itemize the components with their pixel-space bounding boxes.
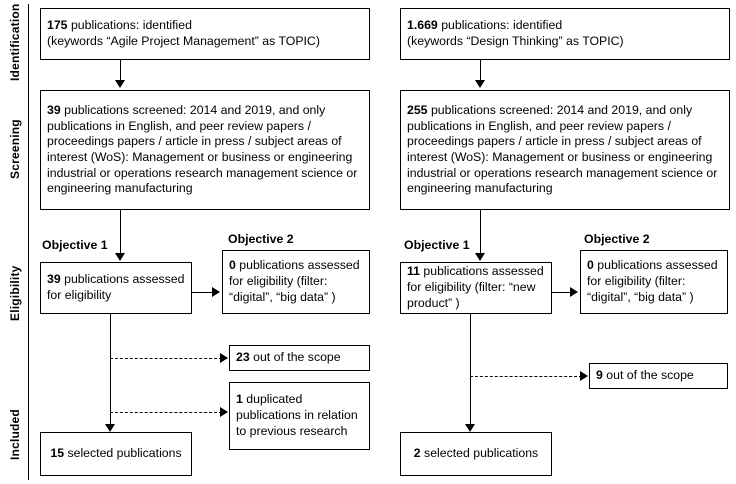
col1-out-of-scope-count: 23 <box>236 350 250 365</box>
col1-included-text: selected publications <box>64 446 182 461</box>
stage-label-identification-text: Identification <box>8 3 22 81</box>
col1-arrow-obj1-obj2 <box>212 287 220 297</box>
col2-eligibility-obj1-text: publications assessed for eligibility (filter: “new product” ) <box>407 264 544 310</box>
col2-arrow-eligibility-included <box>465 424 475 432</box>
col1-eligibility-obj1-count: 39 <box>47 272 61 287</box>
col2-objective1-label: Objective 1 <box>404 238 470 252</box>
stage-label-screening-text: Screening <box>8 119 22 179</box>
col2-connector-identification-screening <box>480 60 481 82</box>
col1-out-of-scope-box <box>229 345 370 371</box>
col1-eligibility-obj2-text: publications assessed for eligibility (filter: “digital”, “big data” ) <box>229 258 360 304</box>
col1-duplicated-text: duplicated publications in relation to previous research <box>236 392 358 438</box>
col2-connector-out-of-scope <box>470 376 582 377</box>
col2-screening-text: publications screened: 2014 and 2019, and only publications in English, and peer review papers / proceedings papers / article in press / subject areas of interest (WoS): Management or business or engineering industrial or operations research management science or engineering manufacturing <box>407 102 718 196</box>
col1-duplicated-box <box>229 382 370 450</box>
col2-arrow-out-of-scope <box>580 371 588 381</box>
col1-connector-duplicated <box>110 412 222 413</box>
col1-objective2-label: Objective 2 <box>228 232 294 246</box>
col2-eligibility-obj2-text: publications assessed for eligibility (filter: “digital”, “big data” ) <box>587 258 718 304</box>
col2-included-count: 2 <box>413 446 421 461</box>
col1-arrow-eligibility-included <box>105 424 115 432</box>
col2-out-of-scope-count: 9 <box>596 368 603 383</box>
col1-connector-screening-eligibility <box>120 210 121 255</box>
col2-arrow-obj1-obj2 <box>570 287 578 297</box>
col2-identification-count: 1.669 <box>407 18 438 33</box>
col1-connector-eligibility-included <box>110 314 111 426</box>
col1-connector-out-of-scope <box>110 358 222 359</box>
col1-eligibility-objective2-box <box>222 250 370 314</box>
col2-eligibility-objective2-box <box>580 250 728 314</box>
col2-connector-obj1-obj2 <box>552 292 572 293</box>
col2-arrow-identification-screening <box>475 80 485 88</box>
stage-label-screening <box>4 90 26 208</box>
col1-included-box <box>40 432 192 476</box>
col1-connector-obj1-obj2 <box>192 292 214 293</box>
col2-connector-eligibility-included <box>470 314 471 426</box>
col1-duplicated-count: 1 <box>236 392 243 407</box>
col1-screening-count: 39 <box>47 102 61 117</box>
col1-objective1-label: Objective 1 <box>42 238 108 252</box>
col2-identification-box <box>400 8 730 60</box>
col2-included-text: selected publications <box>420 446 539 461</box>
stage-label-identification <box>4 3 26 81</box>
stage-label-included-text: Included <box>8 409 22 461</box>
col2-screening-count: 255 <box>407 102 428 117</box>
col2-screening-box <box>400 90 730 210</box>
col1-eligibility-obj2-count: 0 <box>229 258 236 273</box>
col2-objective2-label: Objective 2 <box>584 232 650 246</box>
stage-label-divider <box>28 4 29 480</box>
col1-identification-count: 175 <box>47 18 68 33</box>
col1-screening-text: publications screened: 2014 and 2019, and only publications in English, and peer review papers / proceedings papers / article in press / subject areas of interest (WoS): Management or business or engineering industrial or operations research management science or engineering manufacturing <box>47 102 358 196</box>
stage-label-included <box>4 396 26 474</box>
col2-included-box <box>400 432 552 476</box>
col1-screening-box <box>40 90 370 210</box>
col2-eligibility-objective1-box <box>400 262 552 314</box>
col2-identification-line1: publications: identified <box>437 18 563 33</box>
col1-identification-line1: publications: identified <box>67 18 192 33</box>
col1-eligibility-objective1-box <box>40 262 192 314</box>
col2-eligibility-obj2-count: 0 <box>587 258 594 273</box>
col2-arrow-screening-eligibility <box>475 253 485 261</box>
col1-identification-line2: (keywords “Agile Project Management” as TOPIC) <box>47 34 320 48</box>
col1-eligibility-obj1-text: publications assessed for eligibility <box>47 272 185 302</box>
col2-identification-line2: (keywords “Design Thinking” as TOPIC) <box>407 34 624 48</box>
col2-out-of-scope-box <box>589 363 728 389</box>
col2-connector-screening-eligibility <box>480 210 481 255</box>
stage-label-eligibility <box>4 248 26 338</box>
col1-arrow-screening-eligibility <box>115 253 125 261</box>
col1-arrow-identification-screening <box>115 80 125 88</box>
col1-arrow-duplicated <box>220 407 228 417</box>
col1-identification-box <box>40 8 370 60</box>
col1-included-count: 15 <box>50 446 65 461</box>
col1-connector-identification-screening <box>120 60 121 82</box>
col1-out-of-scope-text: out of the scope <box>249 350 341 365</box>
col2-out-of-scope-text: out of the scope <box>602 368 694 383</box>
stage-label-eligibility-text: Eligibility <box>8 265 22 321</box>
col2-eligibility-obj1-count: 11 <box>407 264 420 279</box>
col1-arrow-out-of-scope <box>220 353 228 363</box>
